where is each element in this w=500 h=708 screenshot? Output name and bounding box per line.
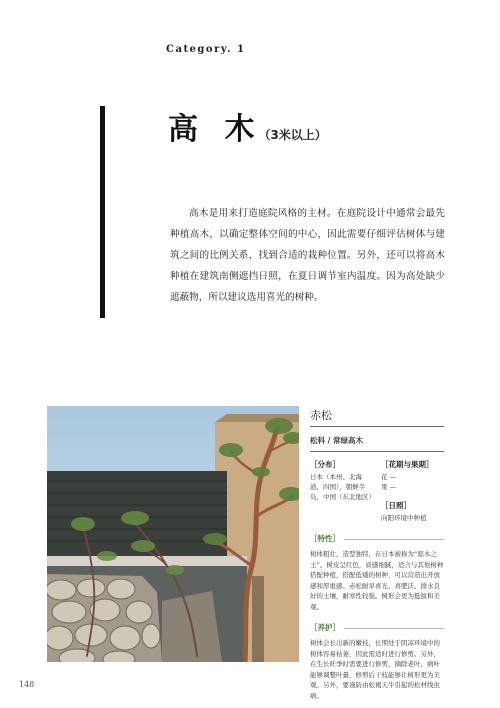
flower-period: 花 — <box>381 473 397 481</box>
plant-info-panel <box>310 407 444 701</box>
chapter-title <box>168 104 327 148</box>
plant-photo <box>47 406 299 662</box>
page-number: 148 <box>19 680 35 689</box>
sunlight-text: 向阳环境中种植 <box>381 514 427 522</box>
sunlight-label: ［日照］ <box>381 501 411 510</box>
flower-fruit-label: ［花期与果期］ <box>381 460 434 469</box>
features-divider <box>344 539 444 540</box>
flower-fruit-column <box>381 459 444 523</box>
care-section <box>310 622 444 701</box>
plant-facts-grid <box>310 459 444 523</box>
distribution-label: ［分布］ <box>310 460 340 469</box>
features-section <box>310 533 444 612</box>
care-text: 树体会长出新的嫩枝，长期处于阴凉环境中的树体容易枯萎，因此需适时进行修剪。另外，在生长旺季时需要进行修剪，摘除老叶，病叶能够调整叶量，修剪后干枝能够让树形更为美观。另外，要谨防由松褐天牛引起的松材线虫病。 <box>310 639 440 700</box>
title-accent-bar <box>100 106 105 318</box>
plant-name: 赤松 <box>310 407 444 427</box>
care-divider <box>344 628 444 629</box>
intro-paragraph: 高木是用来打造庭院风格的主材。在庭院设计中通常会最先种植高木，以确定整体空间的中心，因此需要仔细评估树体与建筑之间的比例关系，找到合适的栽种位置。另外，还可以将高木种植在建筑南侧遮挡日照，在夏日调节室内温度。因为高处缺少遮蔽物，所以建议选用喜光的树种。 <box>170 208 445 303</box>
chapter-title-main: 高 木 <box>168 112 263 147</box>
features-label: ［特性］ <box>310 534 340 543</box>
care-label: ［养护］ <box>310 623 340 632</box>
features-text: 树体粗壮，造型独特，在日本被称为“庭木之王”。树皮呈红色，质感细腻，适合与其他树种搭配种植，搭配低矮的树种，可以营造出开放感和厚重感。赤松耐旱喜光，喜肥沃、排水良好的土壤，耐寒性较强。树形会更为挺拔和美观。 <box>310 550 444 611</box>
fruit-period: 果 — <box>381 483 397 491</box>
category-label: Category. 1 <box>166 44 246 55</box>
distribution-column <box>310 459 373 523</box>
chapter-title-sub: （3米以上） <box>258 128 327 142</box>
distribution-text: 日本（本州、北海道，四国），朝鲜半岛，中国（东北地区） <box>310 473 375 501</box>
plant-type: 松科 / 常绿高木 <box>310 435 444 452</box>
